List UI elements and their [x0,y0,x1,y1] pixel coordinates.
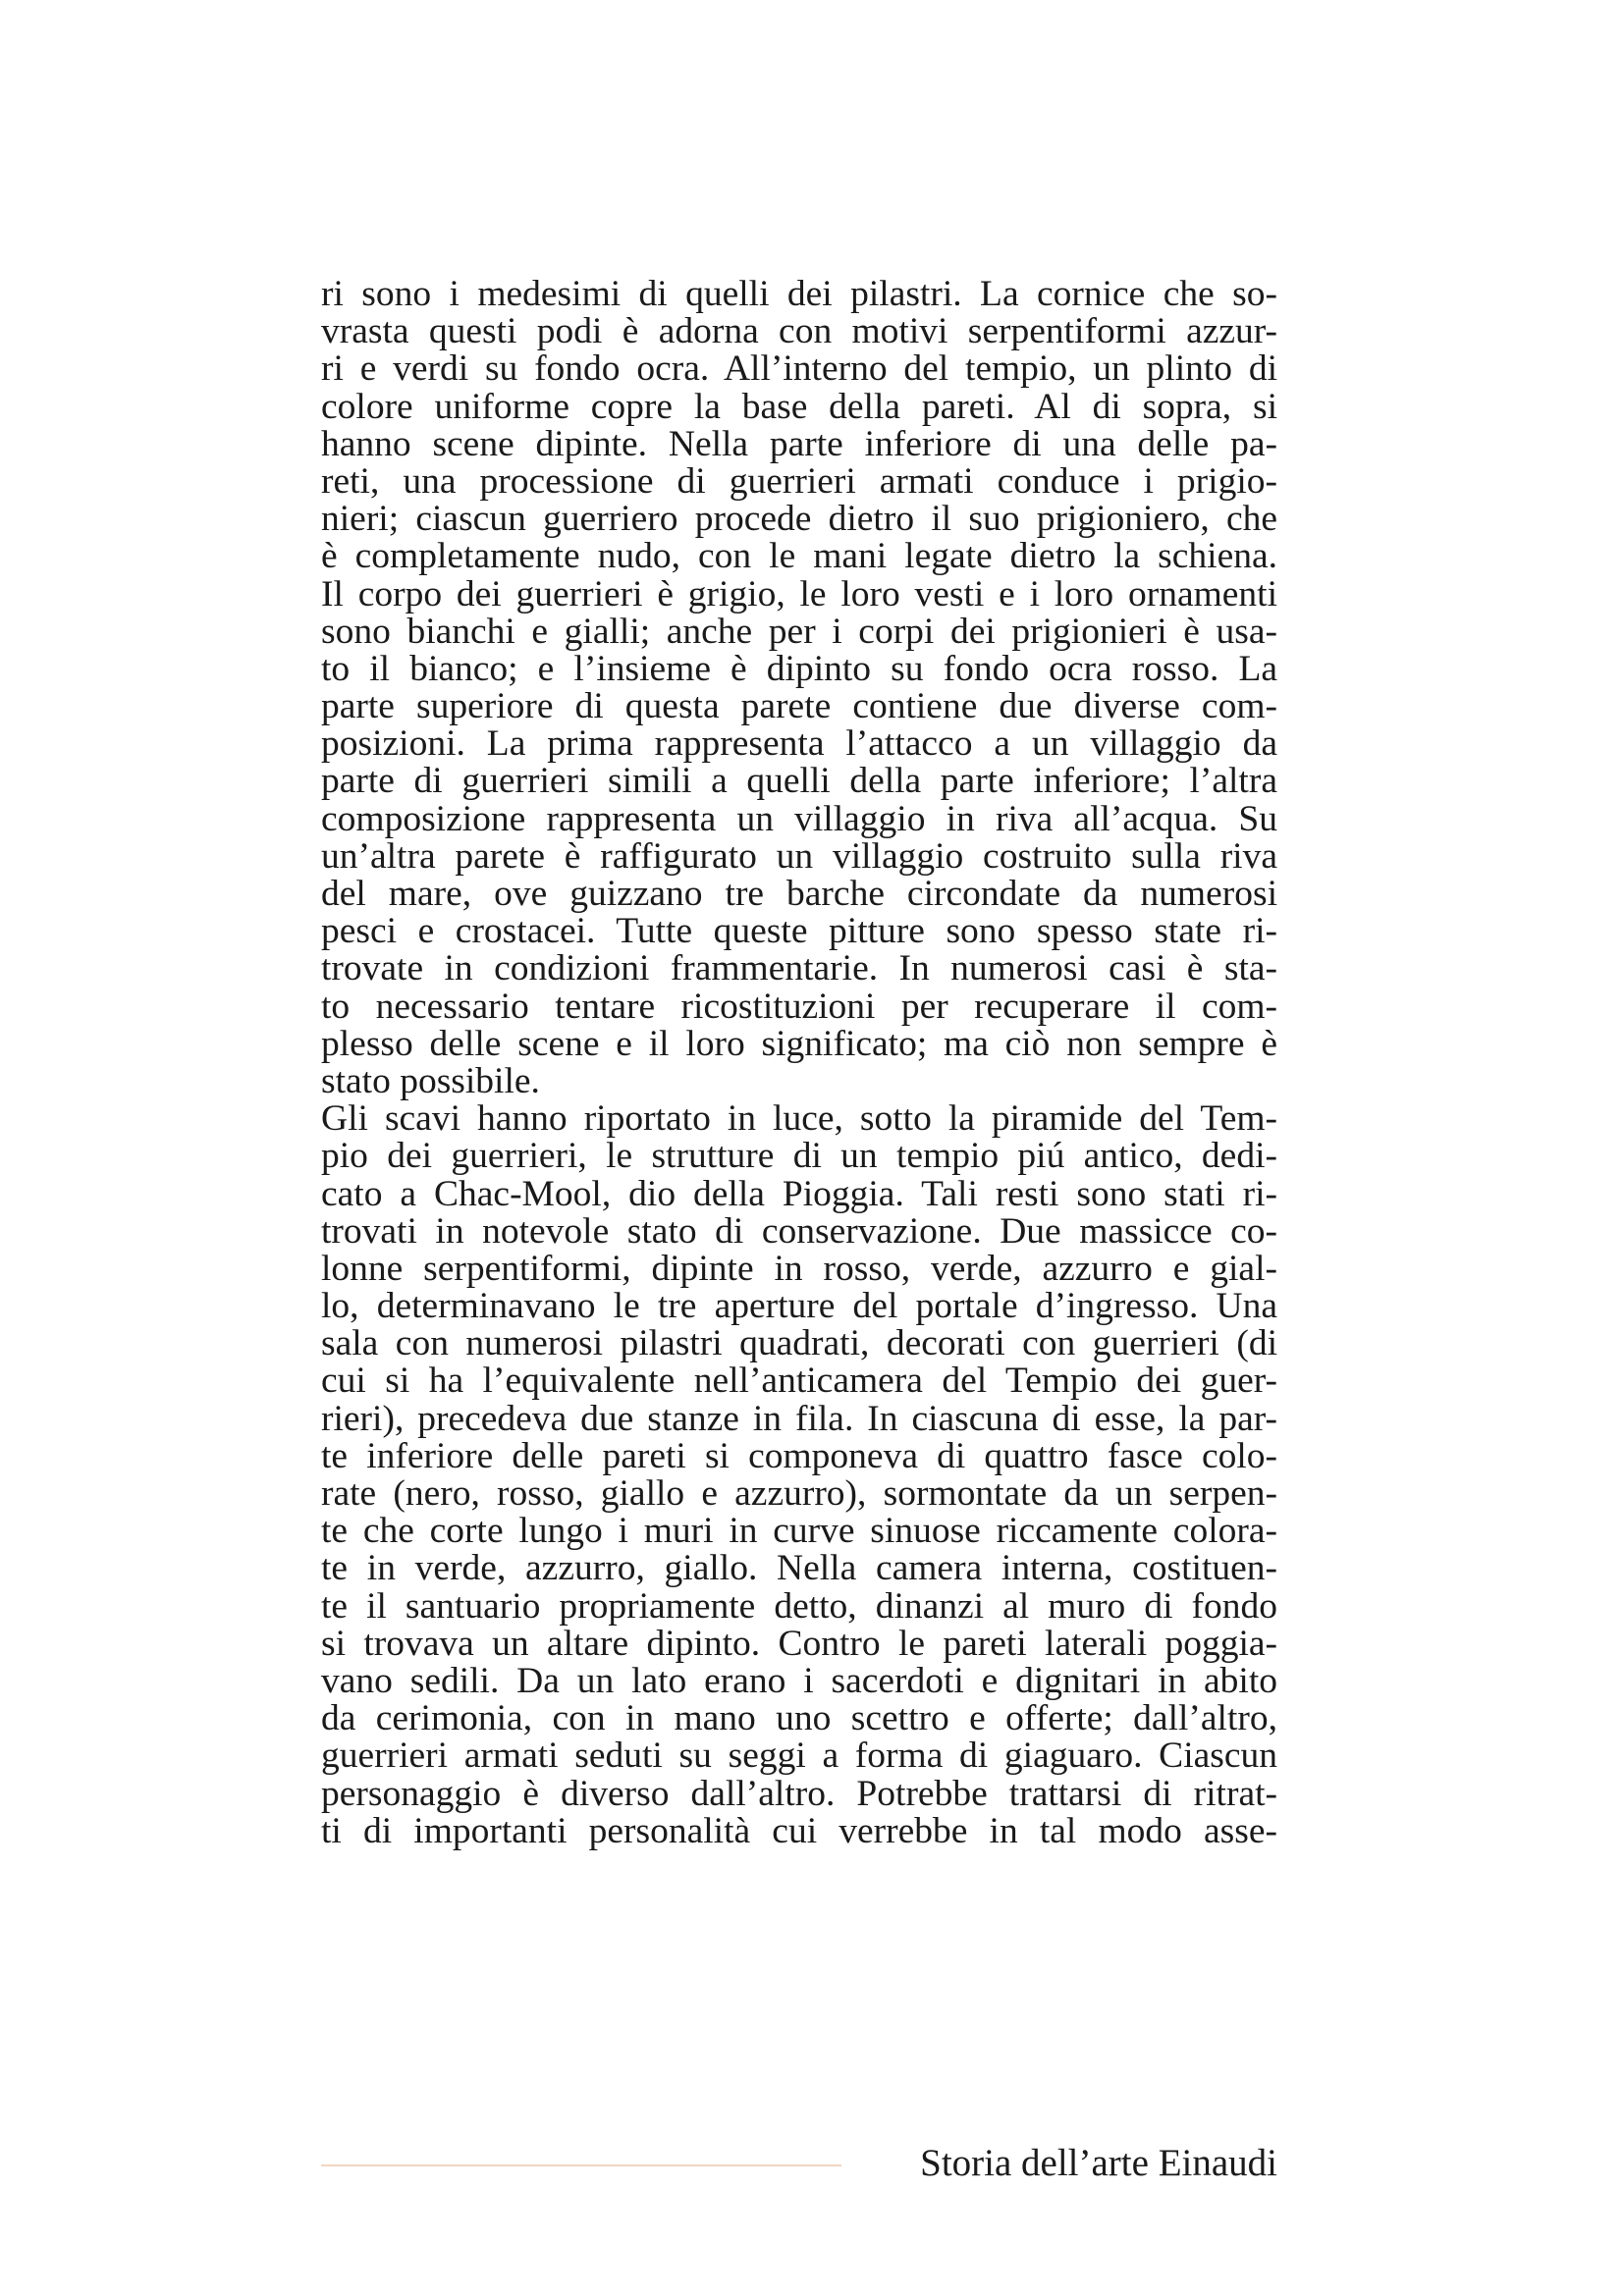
text-line: hanno scene dipinte. Nella parte inferiore di una delle pa- [321,423,1277,464]
text-line: parte superiore di questa parete contiene due diverse com- [321,686,1277,727]
text-line: cato a Chac-Mool, dio della Pioggia. Tali resti sono stati ri- [321,1173,1277,1214]
text-line: si trovava un altare dipinto. Contro le pareti laterali poggia- [321,1623,1277,1664]
text-line: ri sono i medesimi di quelli dei pilastri. La cornice che so- [321,274,1277,314]
text-line: stato possibile. [321,1060,540,1101]
text-line: parte di guerrieri simili a quelli della parte inferiore; l’altra [321,761,1277,802]
text-line: lonne serpentiformi, dipinte in rosso, verde, azzurro e gial- [321,1248,1277,1289]
text-line: sono bianchi e gialli; anche per i corpi dei prigionieri è usa- [321,611,1277,652]
text-line: trovati in notevole stato di conservazione. Due massicce co- [321,1210,1277,1252]
text-line: te il santuario propriamente detto, dinanzi al muro di fondo [321,1585,1277,1627]
text-line: lo, determinavano le tre aperture del portale d’ingresso. Una [321,1286,1277,1327]
text-line: pesci e crostacei. Tutte queste pitture sono spesso state ri- [321,911,1277,952]
text-line: te che corte lungo i muri in curve sinuose riccamente colora- [321,1511,1277,1552]
text-line: trovate in condizioni frammentarie. In numerosi casi è sta- [321,948,1277,989]
text-line: da cerimonia, con in mano uno scettro e offerte; dall’altro, [321,1698,1277,1739]
text-line: rieri), precedeva due stanze in fila. In ciascuna di esse, la par- [321,1398,1277,1439]
text-line: ri e verdi su fondo ocra. All’interno del tempio, un plinto di [321,348,1277,390]
text-line: guerrieri armati seduti su seggi a forma di giaguaro. Ciascun [321,1735,1277,1777]
text-line: pio dei guerrieri, le strutture di un tempio piú antico, dedi- [321,1136,1277,1177]
footer-rule [321,2164,841,2166]
text-line: vano sedili. Da un lato erano i sacerdoti e dignitari in abito [321,1660,1277,1701]
text-line: un’altra parete è raffigurato un villaggio costruito sulla riva [321,835,1277,877]
text-line: plesso delle scene e il loro significato; ma ciò non sempre è [321,1023,1277,1064]
text-line: nieri; ciascun guerriero procede dietro il suo prigioniero, che [321,499,1277,540]
text-line: vrasta questi podi è adorna con motivi serpentiformi azzur- [321,311,1277,352]
text-line: Il corpo dei guerrieri è grigio, le loro vesti e i loro ornamenti [321,573,1277,614]
text-line: te inferiore delle pareti si componeva di quattro fasce colo- [321,1435,1277,1476]
text-line: te in verde, azzurro, giallo. Nella camera interna, costituen- [321,1548,1277,1589]
text-line: Gli scavi hanno riportato in luce, sotto la piramide del Tem- [321,1098,1277,1140]
paragraph-2 [321,1100,1277,1850]
footer-title: Storia dell’arte Einaudi [920,2142,1277,2184]
text-line: composizione rappresenta un villaggio in riva all’acqua. Su [321,798,1277,839]
text-line: posizioni. La prima rappresenta l’attacco a un villaggio da [321,723,1277,765]
text-line: cui si ha l’equivalente nell’anticamera del Tempio dei guer- [321,1361,1277,1402]
body-text [321,276,1277,1850]
text-line: ti di importanti personalità cui verrebbe in tal modo asse- [321,1810,1277,1851]
text-line: sala con numerosi pilastri quadrati, decorati con guerrieri (di [321,1323,1277,1364]
text-line: del mare, ove guizzano tre barche circondate da numerosi [321,874,1277,914]
paragraph-1 [321,276,1277,1100]
text-line: reti, una processione di guerrieri armati conduce i prigio- [321,460,1277,502]
text-line: è completamente nudo, con le mani legate dietro la schiena. [321,536,1277,577]
text-line: to necessario tentare ricostituzioni per recuperare il com- [321,986,1277,1027]
text-line: to il bianco; e l’insieme è dipinto su fondo ocra rosso. La [321,648,1277,689]
text-line: colore uniforme copre la base della pareti. Al di sopra, si [321,386,1277,427]
text-line: rate (nero, rosso, giallo e azzurro), sormontate da un serpen- [321,1473,1277,1514]
text-line: personaggio è diverso dall’altro. Potrebbe trattarsi di ritrat- [321,1773,1277,1814]
